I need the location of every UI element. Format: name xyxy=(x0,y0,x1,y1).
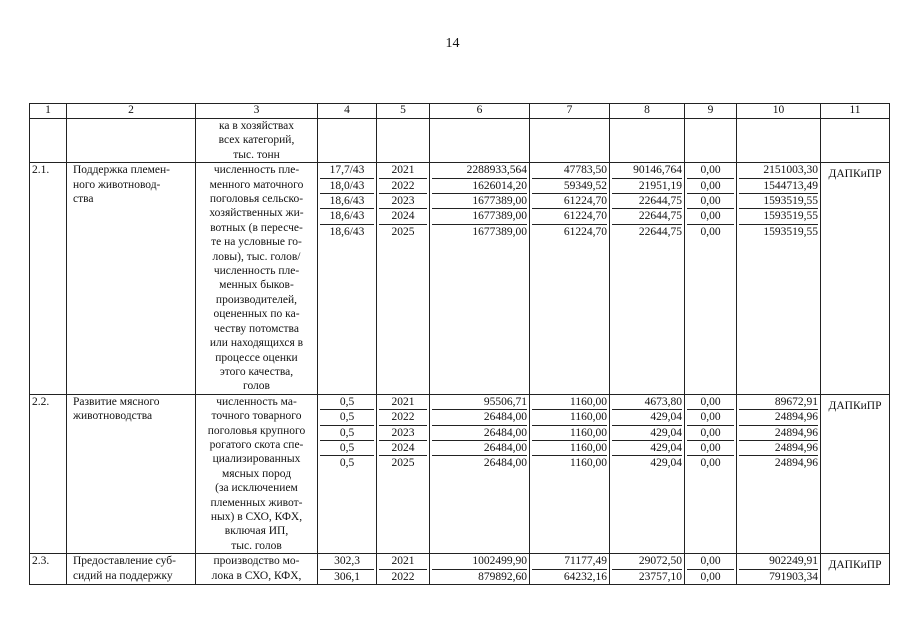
indicator-line: поголовья сельско- xyxy=(209,193,304,206)
value-c10: 1593519,55 xyxy=(739,209,818,224)
column-header: 5 xyxy=(377,104,430,119)
year-row xyxy=(379,209,427,224)
year-values xyxy=(379,395,427,471)
year-values xyxy=(320,554,374,584)
year-row xyxy=(739,395,818,410)
value-c9: 0,00 xyxy=(687,194,734,209)
value-c4: 0,5 xyxy=(320,440,374,455)
year-row xyxy=(687,569,734,584)
value-c4: 0,5 xyxy=(320,395,374,410)
year-row xyxy=(320,209,374,224)
indicator-line: процессе оценки xyxy=(215,351,298,364)
measure-name xyxy=(67,163,196,395)
year-values-cell xyxy=(430,394,530,553)
continuation-indicator xyxy=(196,119,318,163)
measure-name-line: Развитие мясного xyxy=(73,395,160,408)
year-values xyxy=(612,163,682,239)
value-c9: 0,00 xyxy=(687,410,734,425)
measure-name-line: животноводства xyxy=(73,410,153,423)
year-row xyxy=(532,410,607,425)
executor: ДАПКиПР xyxy=(821,554,890,585)
indicator xyxy=(196,554,318,585)
value-c4: 18,6/43 xyxy=(320,194,374,209)
value-c9: 0,00 xyxy=(687,440,734,455)
year-row xyxy=(432,569,527,584)
year-row xyxy=(532,425,607,440)
value-c7: 1160,00 xyxy=(532,410,607,425)
year-row xyxy=(687,395,734,410)
year-row xyxy=(432,178,527,193)
value-c8: 22644,75 xyxy=(612,194,682,209)
value-c10: 24894,96 xyxy=(739,440,818,455)
year-row xyxy=(687,554,734,569)
indicator-line: включая ИП, xyxy=(224,525,289,538)
year-row xyxy=(532,224,607,239)
year-row xyxy=(379,163,427,178)
program-table xyxy=(29,103,890,585)
year-row xyxy=(379,440,427,455)
year-values-cell xyxy=(737,394,821,553)
indicator-line: ных) в СХО, КФХ, xyxy=(210,510,303,523)
year-row xyxy=(532,194,607,209)
value-c4: 17,7/43 xyxy=(320,163,374,178)
year-row xyxy=(379,569,427,584)
year-row xyxy=(320,569,374,584)
value-c5: 2022 xyxy=(379,410,427,425)
year-row xyxy=(739,425,818,440)
year-row xyxy=(687,224,734,239)
year-values-cell xyxy=(318,394,377,553)
year-row xyxy=(379,456,427,471)
value-c4: 0,5 xyxy=(320,425,374,440)
measure-name-line: ного животновод- xyxy=(73,178,161,191)
year-row xyxy=(532,163,607,178)
year-values xyxy=(687,163,734,239)
value-c9: 0,00 xyxy=(687,178,734,193)
value-c5: 2025 xyxy=(391,225,415,238)
value-c7: 1160,00 xyxy=(570,457,607,470)
value-c8: 21951,19 xyxy=(612,178,682,193)
year-row xyxy=(612,554,682,569)
value-c8: 22644,75 xyxy=(612,209,682,224)
year-row xyxy=(612,178,682,193)
year-row xyxy=(739,456,818,471)
indicator-line: менных быков- xyxy=(219,279,294,292)
year-row xyxy=(532,209,607,224)
year-row xyxy=(432,456,527,471)
value-c8: 429,04 xyxy=(650,457,682,470)
year-values-cell xyxy=(377,163,430,395)
value-c7: 61224,70 xyxy=(532,209,607,224)
year-row xyxy=(612,163,682,178)
year-row xyxy=(532,440,607,455)
value-c4: 0,5 xyxy=(320,410,374,425)
year-values xyxy=(379,554,427,584)
column-header: 1 xyxy=(30,104,67,119)
indicator-line: голов xyxy=(243,380,270,393)
year-row xyxy=(612,440,682,455)
value-c8: 29072,50 xyxy=(612,554,682,569)
value-c9: 0,00 xyxy=(687,554,734,569)
value-c10: 1593519,55 xyxy=(763,225,818,238)
measure-name-line: Предоставление суб- xyxy=(73,555,176,568)
year-values-cell xyxy=(430,554,530,585)
year-values xyxy=(320,395,374,471)
year-row xyxy=(432,194,527,209)
year-row xyxy=(739,209,818,224)
executor: ДАПКиПР xyxy=(821,394,890,553)
year-row xyxy=(320,456,374,471)
value-c10: 902249,91 xyxy=(739,554,818,569)
year-values xyxy=(739,163,818,239)
year-row xyxy=(320,224,374,239)
indicator-line: этого качества, xyxy=(219,365,294,378)
year-row xyxy=(379,224,427,239)
measure-name-line: ства xyxy=(73,193,94,206)
value-c10: 89672,91 xyxy=(739,395,818,410)
year-values xyxy=(432,163,527,239)
value-c6: 879892,60 xyxy=(478,570,527,583)
indicator-line: честву потомства xyxy=(214,322,299,335)
measure-name-line: сидий на поддержку xyxy=(73,569,173,582)
indicator-line: мясных пород xyxy=(221,467,292,480)
indicator-line: тыс. тонн xyxy=(233,148,280,161)
value-c7: 1160,00 xyxy=(532,425,607,440)
year-row xyxy=(739,440,818,455)
year-values-cell xyxy=(318,554,377,585)
year-values xyxy=(432,554,527,584)
year-values-cell xyxy=(737,163,821,395)
year-row xyxy=(532,178,607,193)
value-c6: 1677389,00 xyxy=(432,209,527,224)
measure-name xyxy=(67,394,196,553)
year-values xyxy=(532,554,607,584)
year-row xyxy=(687,194,734,209)
table-row xyxy=(30,394,890,553)
year-values-cell xyxy=(530,394,610,553)
column-header: 4 xyxy=(318,104,377,119)
year-values xyxy=(687,554,734,584)
value-c5: 2023 xyxy=(379,425,427,440)
year-row xyxy=(739,569,818,584)
value-c5: 2022 xyxy=(379,178,427,193)
year-values xyxy=(739,395,818,471)
value-c9: 0,00 xyxy=(687,163,734,178)
year-values-cell xyxy=(737,554,821,585)
year-row xyxy=(320,440,374,455)
header-row xyxy=(30,104,890,119)
year-row xyxy=(612,194,682,209)
year-row xyxy=(739,163,818,178)
value-c5: 2024 xyxy=(379,440,427,455)
value-c6: 1677389,00 xyxy=(432,194,527,209)
year-row xyxy=(739,224,818,239)
year-row xyxy=(379,178,427,193)
value-c9: 0,00 xyxy=(700,570,721,583)
indicator-line: или находящихся в xyxy=(209,337,304,350)
year-values-cell xyxy=(530,554,610,585)
year-row xyxy=(320,410,374,425)
value-c6: 1626014,20 xyxy=(432,178,527,193)
column-header: 11 xyxy=(821,104,890,119)
value-c4: 0,5 xyxy=(339,457,355,470)
column-header: 9 xyxy=(685,104,737,119)
value-c7: 1160,00 xyxy=(532,395,607,410)
value-c6: 26484,00 xyxy=(483,457,527,470)
column-header: 3 xyxy=(196,104,318,119)
year-row xyxy=(532,569,607,584)
year-row xyxy=(432,440,527,455)
indicator-line: точного товарного xyxy=(211,410,302,423)
value-c7: 71177,49 xyxy=(532,554,607,569)
indicator-line: всех категорий, xyxy=(218,134,295,147)
year-row xyxy=(320,163,374,178)
year-row xyxy=(432,554,527,569)
indicator-line: рогатого скота спе- xyxy=(209,438,304,451)
value-c8: 429,04 xyxy=(612,410,682,425)
value-c10: 24894,96 xyxy=(774,457,818,470)
indicator-line: менного маточного xyxy=(209,178,304,191)
measure-name-line: Поддержка племен- xyxy=(73,164,170,177)
year-values-cell xyxy=(530,163,610,395)
year-row xyxy=(687,163,734,178)
value-c9: 0,00 xyxy=(687,425,734,440)
value-c9: 0,00 xyxy=(687,395,734,410)
value-c5: 2025 xyxy=(391,457,415,470)
year-row xyxy=(687,410,734,425)
value-c10: 24894,96 xyxy=(739,410,818,425)
value-c9: 0,00 xyxy=(700,457,721,470)
value-c6: 26484,00 xyxy=(432,410,527,425)
value-c7: 64232,16 xyxy=(563,570,607,583)
year-row xyxy=(739,178,818,193)
year-row xyxy=(432,224,527,239)
value-c4: 18,6/43 xyxy=(320,209,374,224)
value-c7: 61224,70 xyxy=(563,225,607,238)
year-values-cell xyxy=(610,394,685,553)
value-c10: 1544713,49 xyxy=(739,178,818,193)
table-row xyxy=(30,554,890,585)
value-c5: 2021 xyxy=(379,554,427,569)
indicator-line: численность ма- xyxy=(216,395,297,408)
year-row xyxy=(320,178,374,193)
year-values-cell xyxy=(377,394,430,553)
value-c5: 2021 xyxy=(379,163,427,178)
year-row xyxy=(432,163,527,178)
year-values xyxy=(320,163,374,239)
indicator-line: численность пле- xyxy=(213,265,300,278)
column-header: 6 xyxy=(430,104,530,119)
value-c6: 1677389,00 xyxy=(472,225,527,238)
value-c7: 47783,50 xyxy=(532,163,607,178)
row-number: 2.3. xyxy=(30,554,67,585)
value-c7: 61224,70 xyxy=(532,194,607,209)
value-c6: 2288933,564 xyxy=(432,163,527,178)
column-header: 10 xyxy=(737,104,821,119)
year-row xyxy=(612,209,682,224)
year-row xyxy=(687,425,734,440)
year-values-cell xyxy=(430,163,530,395)
year-values-cell xyxy=(318,163,377,395)
measure-name xyxy=(67,554,196,585)
year-values-cell xyxy=(685,554,737,585)
year-row xyxy=(687,440,734,455)
year-values xyxy=(612,395,682,471)
column-header: 8 xyxy=(610,104,685,119)
value-c5: 2023 xyxy=(379,194,427,209)
year-values xyxy=(532,163,607,239)
year-values xyxy=(612,554,682,584)
year-row xyxy=(612,569,682,584)
year-row xyxy=(432,410,527,425)
indicator-line: (за исключением xyxy=(215,482,298,495)
year-row xyxy=(379,425,427,440)
value-c4: 18,0/43 xyxy=(320,178,374,193)
year-row xyxy=(687,178,734,193)
year-values xyxy=(687,395,734,471)
year-row xyxy=(739,554,818,569)
year-row xyxy=(432,209,527,224)
column-header: 2 xyxy=(67,104,196,119)
indicator-line: те на условные го- xyxy=(211,236,302,249)
value-c6: 26484,00 xyxy=(432,440,527,455)
indicator-line: ка в хозяйствах xyxy=(218,120,294,132)
indicator-line: племенных живот- xyxy=(210,496,303,509)
value-c10: 24894,96 xyxy=(739,425,818,440)
indicator-line: тыс. голов xyxy=(231,539,282,552)
value-c7: 1160,00 xyxy=(532,440,607,455)
indicator xyxy=(196,394,318,553)
indicator-line: ловы), тыс. голов/ xyxy=(212,250,301,263)
value-c5: 2022 xyxy=(391,570,415,583)
page-number: 14 xyxy=(445,36,460,51)
value-c6: 1002499,90 xyxy=(432,554,527,569)
row-number: 2.1. xyxy=(30,163,67,395)
indicator-line: лока в СХО, КФХ, xyxy=(211,569,302,582)
indicator-line: производителей, xyxy=(215,293,298,306)
year-row xyxy=(320,554,374,569)
year-values-cell xyxy=(377,554,430,585)
year-row xyxy=(687,456,734,471)
year-values-cell xyxy=(610,554,685,585)
year-row xyxy=(532,554,607,569)
year-values xyxy=(379,163,427,239)
year-row xyxy=(612,224,682,239)
value-c10: 2151003,30 xyxy=(739,163,818,178)
year-row xyxy=(379,554,427,569)
value-c8: 23757,10 xyxy=(638,570,682,583)
value-c10: 791903,34 xyxy=(769,570,818,583)
year-values-cell xyxy=(685,163,737,395)
year-row xyxy=(612,410,682,425)
value-c8: 22644,75 xyxy=(638,225,682,238)
value-c8: 4673,80 xyxy=(612,395,682,410)
indicator-line: вотных (в пересче- xyxy=(210,221,303,234)
indicator-line: численность пле- xyxy=(213,164,300,177)
year-row xyxy=(379,395,427,410)
indicator-line: хозяйственных жи- xyxy=(209,207,304,220)
year-values xyxy=(432,395,527,471)
indicator-line: циализированных xyxy=(212,453,301,466)
year-row xyxy=(687,209,734,224)
row-number: 2.2. xyxy=(30,394,67,553)
year-row xyxy=(532,456,607,471)
continuation-row xyxy=(30,119,890,163)
value-c6: 95506,71 xyxy=(432,395,527,410)
indicator-line: производство мо- xyxy=(213,555,300,568)
indicator-line: оцененных по ка- xyxy=(213,308,300,321)
year-values-cell xyxy=(610,163,685,395)
value-c9: 0,00 xyxy=(687,209,734,224)
indicator-line: поголовья крупного xyxy=(207,424,306,437)
year-row xyxy=(320,395,374,410)
year-values xyxy=(739,554,818,584)
value-c6: 26484,00 xyxy=(432,425,527,440)
value-c4: 18,6/43 xyxy=(329,225,365,238)
indicator xyxy=(196,163,318,395)
year-row xyxy=(432,395,527,410)
value-c4: 306,1 xyxy=(334,570,360,583)
value-c5: 2021 xyxy=(379,395,427,410)
year-row xyxy=(612,395,682,410)
value-c5: 2024 xyxy=(379,209,427,224)
year-row xyxy=(612,425,682,440)
year-row xyxy=(320,194,374,209)
year-row xyxy=(320,425,374,440)
value-c8: 429,04 xyxy=(612,425,682,440)
value-c8: 429,04 xyxy=(612,440,682,455)
year-row xyxy=(739,194,818,209)
year-row xyxy=(739,410,818,425)
column-header: 7 xyxy=(530,104,610,119)
year-row xyxy=(432,425,527,440)
table-row xyxy=(30,163,890,395)
value-c10: 1593519,55 xyxy=(739,194,818,209)
value-c7: 59349,52 xyxy=(532,178,607,193)
year-row xyxy=(379,194,427,209)
year-values xyxy=(532,395,607,471)
year-row xyxy=(379,410,427,425)
year-values-cell xyxy=(685,394,737,553)
executor: ДАПКиПР xyxy=(821,163,890,395)
year-row xyxy=(612,456,682,471)
value-c4: 302,3 xyxy=(320,554,374,569)
value-c8: 90146,764 xyxy=(612,163,682,178)
value-c9: 0,00 xyxy=(700,225,721,238)
year-row xyxy=(532,395,607,410)
